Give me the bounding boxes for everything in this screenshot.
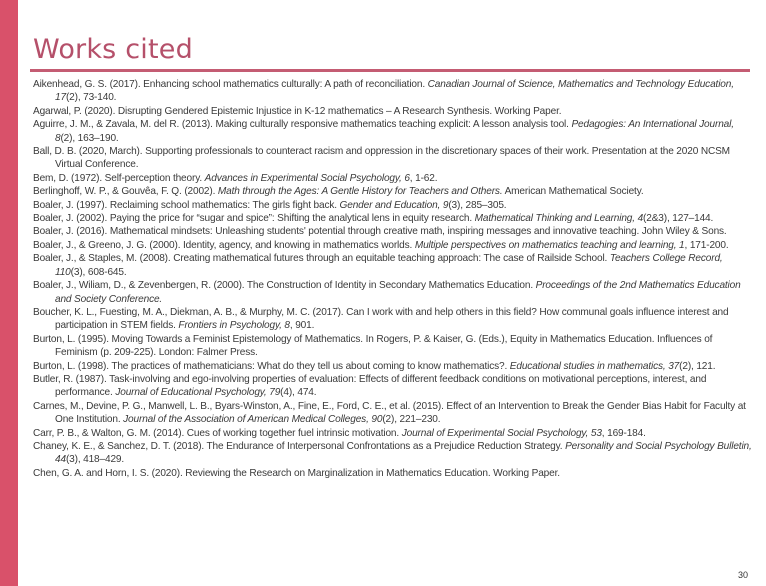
reference-item: Carnes, M., Devine, P. G., Manwell, L. B., Byars-Winston, A., Fine, E., Ford, C. E., et al. (2015). Effect of an Intervention to Break the Gender Bias Habit for Faculty at One Institution. Journal of the Association of American Medical Colleges, 90(2), 221–230. (33, 400, 746, 426)
reference-item: Carr, P. B., & Walton, G. M. (2014). Cues of working together fuel intrinsic motivation. Journal of Experimental Social Psychology, 53, 169-184. (33, 427, 646, 439)
page-title: Works cited (33, 34, 193, 65)
reference-item: Aguirre, J. M., & Zavala, M. del R. (2013). Making culturally responsive mathematics teaching explicit: A lesson analysis tool. Pedagogies: An International Journal, 8(2), 163–190. (33, 119, 734, 144)
reference-item: Boaler, J., Wiliam, D., & Zevenbergen, R. (2000). The Construction of Identity in Secondary Mathematics Education. Proceedings of the 2nd Mathematics Education and Society Conference. (33, 280, 741, 305)
reference-item: Burton, L. (1995). Moving Towards a Feminist Epistemology of Mathematics. In Rogers, P. & Kaiser, G. (Eds.), Equity in Mathematics Education. Influences of Feminism (p. 209-225). London: Falmer Press. (33, 333, 713, 359)
reference-item: Burton, L. (1998). The practices of mathematicians: What do they tell us about coming to know mathematics?. Educational studies in mathematics, 37(2), 121. (33, 360, 716, 372)
reference-item: Agarwal, P. (2020). Disrupting Gendered Epistemic Injustice in K-12 mathematics – A Research Synthesis. Working Paper. (33, 105, 562, 117)
reference-item: Chen, G. A. and Horn, I. S. (2020). Reviewing the Research on Marginalization in Mathematics Education. Working Paper. (33, 467, 560, 479)
reference-item: Ball, D. B. (2020, March). Supporting professionals to counteract racism and oppression in the discretionary spaces of their work. Presentation at the 2020 NCSM Virtual Conference. (33, 146, 730, 171)
reference-item: Chaney, K. E., & Sanchez, D. T. (2018). The Endurance of Interpersonal Confrontations as a Prejudice Reduction Strategy. Personality and Social Psychology Bulletin, 44(3), 418–429. (33, 440, 752, 466)
reference-item: Boaler, J., & Greeno, J. G. (2000). Identity, agency, and knowing in mathematics worlds. Multiple perspectives on mathematics teaching and learning, 1, 171-200. (33, 239, 729, 251)
reference-item: Aikenhead, G. S. (2017). Enhancing school mathematics culturally: A path of reconciliation. Canadian Journal of Science, Mathematics and Technology Education, 17(2), 73-140. (33, 79, 734, 104)
accent-side-bar (0, 0, 18, 586)
reference-item: Boaler, J. (1997). Reclaiming school mathematics: The girls fight back. Gender and Education, 9(3), 285–305. (33, 199, 507, 211)
reference-item: Boaler, J., & Staples, M. (2008). Creating mathematical futures through an equitable teaching approach: The case of Railside School. Teachers College Record, 110(3), 608-645. (33, 253, 723, 278)
reference-item: Boaler, J. (2002). Paying the price for “sugar and spice”: Shifting the analytical lens in equity research. Mathematical Thinking and Learning, 4(2&3), 127–144. (33, 213, 714, 225)
reference-item: Bem, D. (1972). Self-perception theory. Advances in Experimental Social Psychology, 6, 1-62. (33, 172, 438, 184)
reference-item: Butler, R. (1987). Task-involving and ego-involving properties of evaluation: Effects of different feedback conditions on motivational perceptions, interest, and performance. Journal of Educational Psychology, 79(4), 474. (33, 373, 707, 399)
title-divider (30, 69, 750, 72)
reference-item: Berlinghoff, W. P., & Gouvêa, F. Q. (2002). Math through the Ages: A Gentle History for Teachers and Others. American Mathematical Society. (33, 186, 644, 198)
page-number: 30 (737, 570, 748, 580)
reference-item: Boaler, J. (2016). Mathematical mindsets: Unleashing students' potential through creative math, inspiring messages and innovative teaching. John Wiley & Sons. (33, 226, 727, 238)
reference-list (33, 78, 753, 480)
reference-item: Boucher, K. L., Fuesting, M. A., Diekman, A. B., & Murphy, M. C. (2017). Can I work with and help others in this field? How communal goals influence interest and participation in STEM fields. Frontiers in Psychology, 8, 901. (33, 306, 729, 332)
